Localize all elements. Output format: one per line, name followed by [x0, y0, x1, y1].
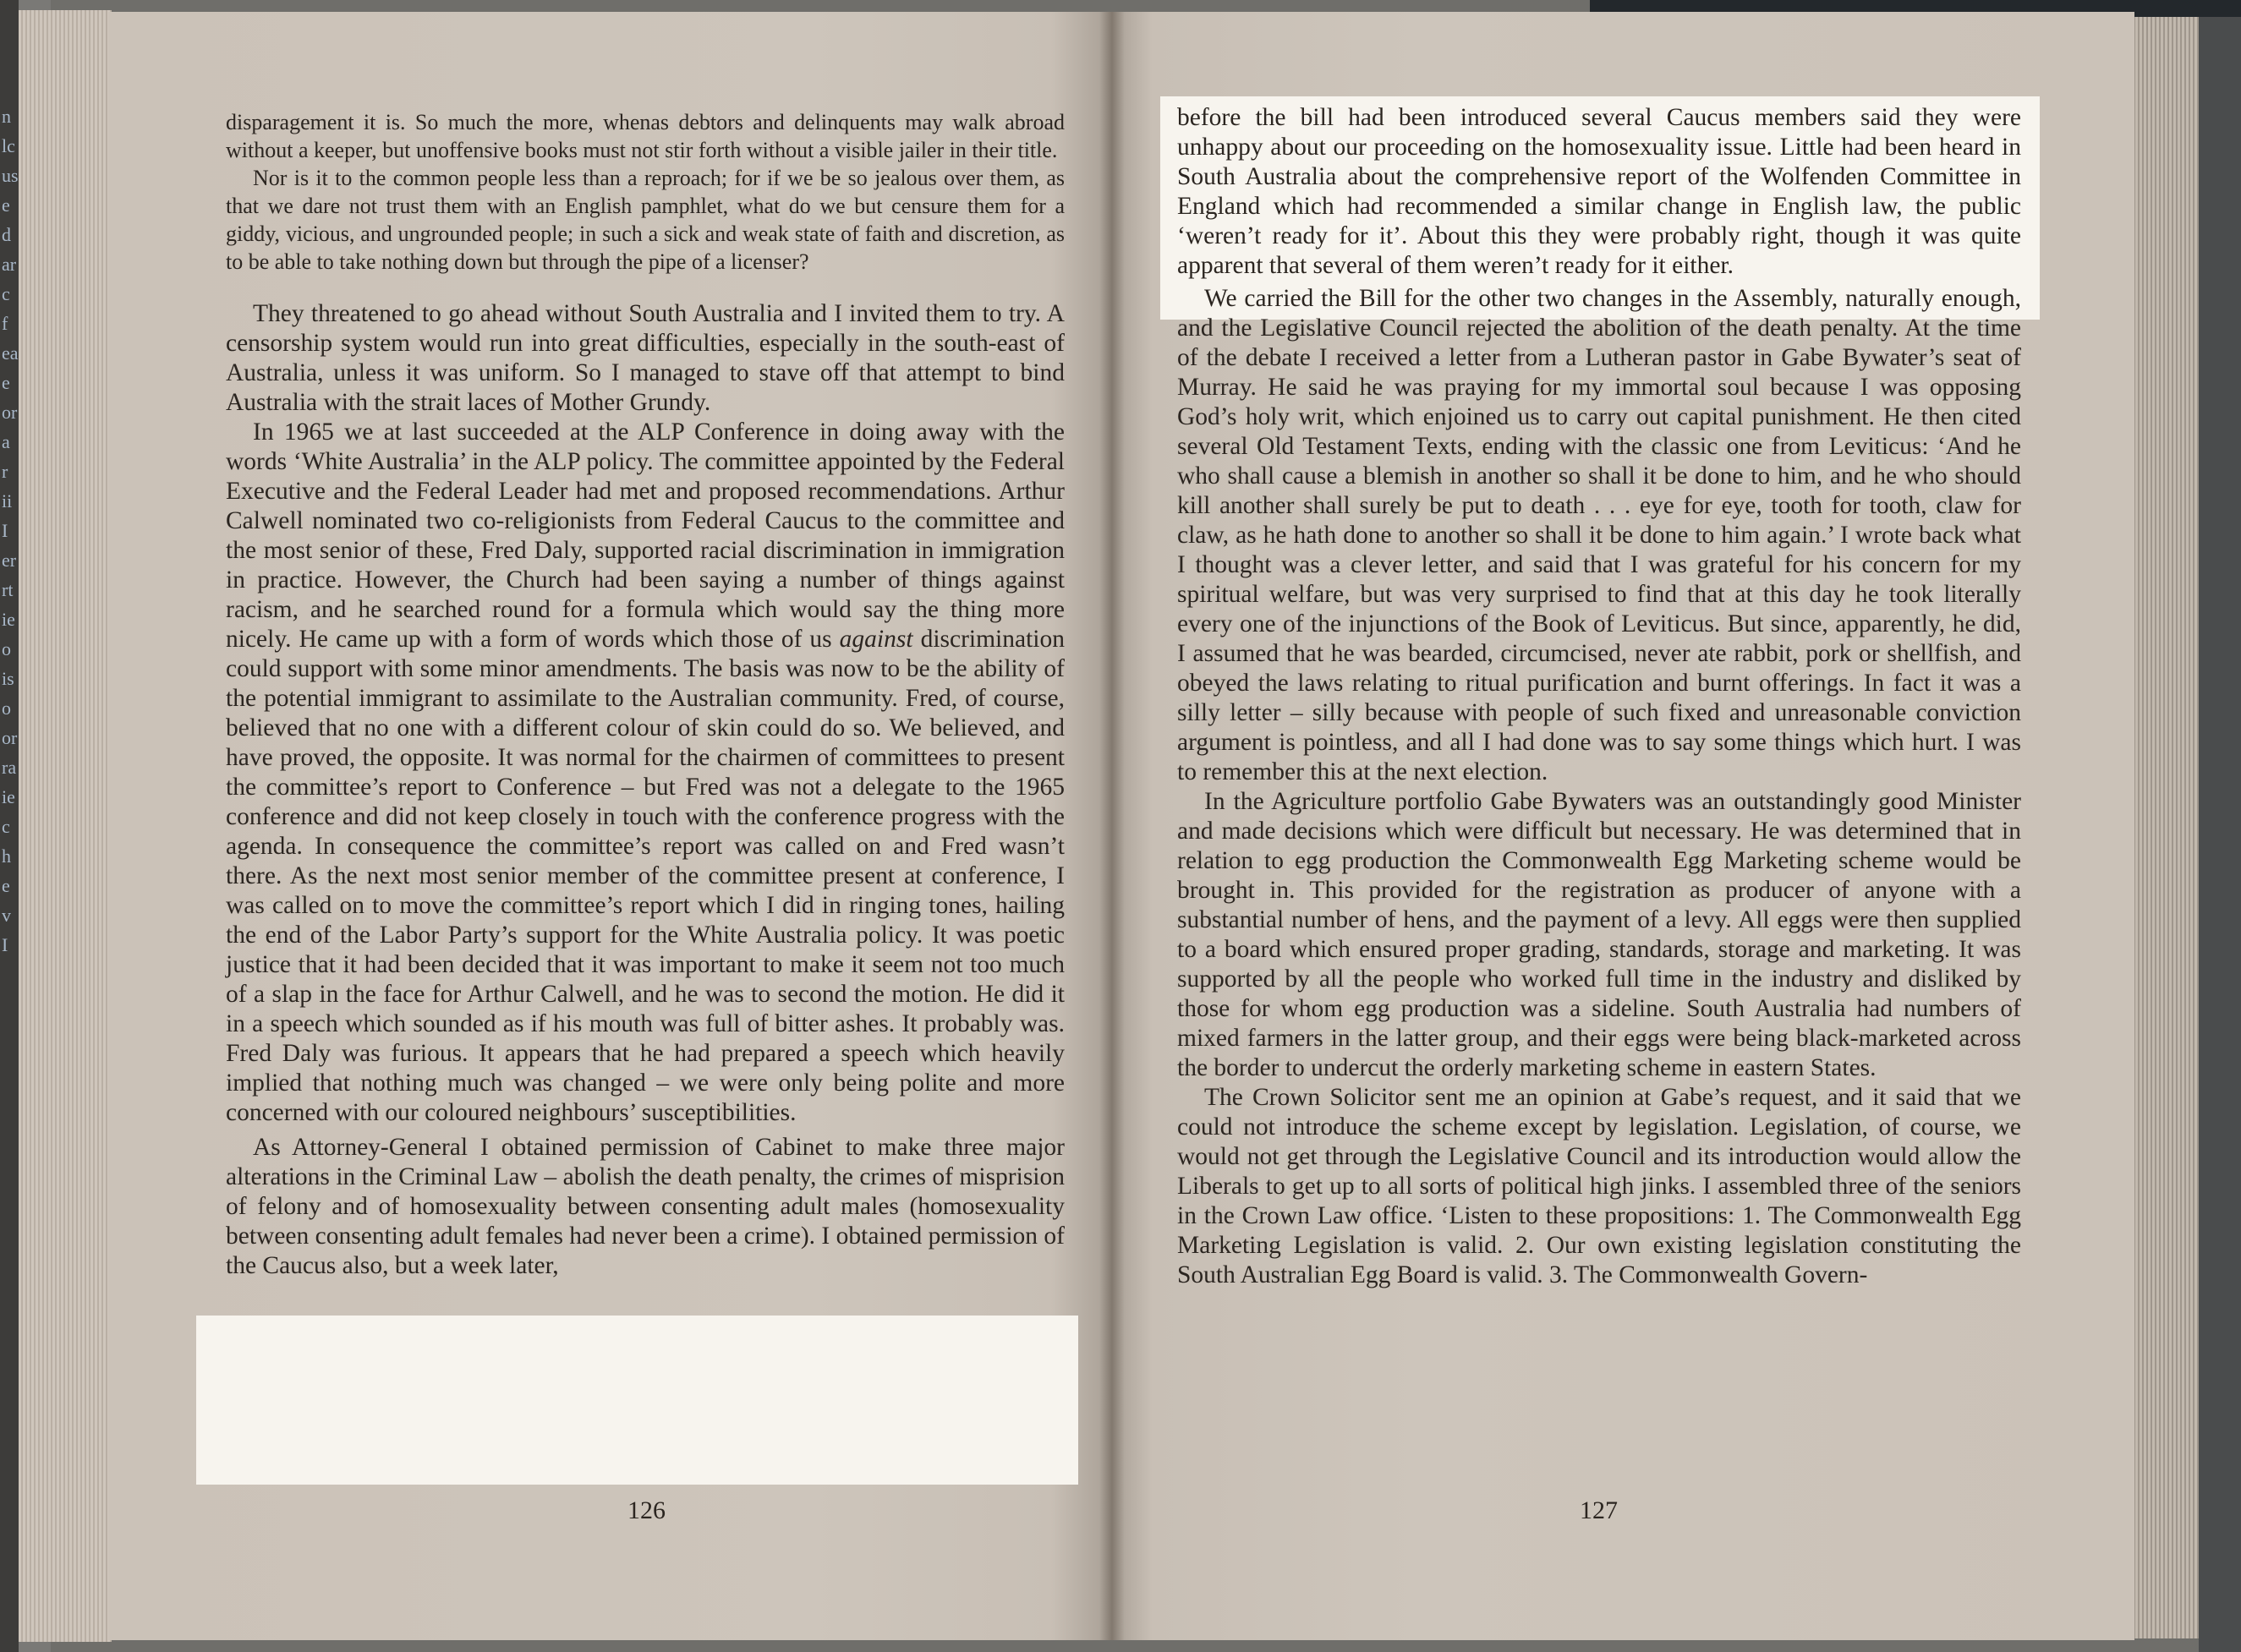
edge-glyph: ie — [2, 786, 15, 807]
edge-glyph: e — [2, 875, 10, 896]
paragraph: We carried the Bill for the other two changes in the Assembly, naturally enough, and the Legislative Council rejected the abolition of the death penalty. At the time of the debate I received a letter from a Lutheran pastor in Gabe Bywater’s seat of Murray. He said he was praying for my immortal soul because I was opposing God’s holy writ, which enjoined us to carry out capital punishment. He then cited several Old Testament Texts, ending with the classic one from Leviticus: ‘And he who shall cause a blemish in another so shall it be done to him, and he who should kill another shall surely be put to death . . . eye for eye, tooth for tooth, claw for claw, as he hath done to another so shall it be done to him again.’ I wrote back what I thought was a clever letter, and said that I was grateful for his concern for my spiritual welfare, but was very surprised to find that at this day he took literally every one of the injunctions of the Book of Leviticus. But since, apparently, he did, I assumed that he was bearded, circumcised, never ate rabbit, pork or shellfish, and obeyed the laws relating to ritual purification and burnt offerings. In fact it was a silly letter – silly because with people of such fixed and unreasonable conviction argument is pointless, and all I had done was to say some things which hurt. I was to remember this at the next election. — [1177, 285, 2021, 785]
edge-glyph: c — [2, 283, 10, 304]
paragraph-text: In 1965 we at last succeeded at the ALP Conference in doing away with the words ‘White Australia’ in the ALP policy. The committee appointed by the Federal Executive and the Federal Leader had met and proposed recommendations. Arthur Calwell nominated two co-religionists from Federal Caucus to the committee and the most senior of these, Fred Daly, supported racial discrimination in immigration in practice. However, the Church had been saying a number of things against racism, and he searched round for a formula which would say the thing more nicely. He came up with a form of words which those of us — [226, 418, 1065, 653]
paragraph — [226, 418, 1065, 1128]
edge-glyph: n — [2, 106, 11, 127]
edge-glyph: lc — [2, 135, 15, 156]
right-cover — [2199, 0, 2241, 1652]
quote-paragraph: disparagement it is. So much the more, whenas debtors and delinquents may walk abroad without a keeper, but unoffensive books must not stir forth without a visible jailer in their title. — [226, 110, 1065, 162]
edge-glyph: ie — [2, 609, 15, 630]
left-page-stack — [19, 10, 112, 1642]
paragraph: In the Agriculture portfolio Gabe Bywaters was an outstandingly good Minister and made decisions which were difficult but necessary. He was determined that in relation to egg production the Commonwealth Egg Marketing scheme would be brought in. This provided for the registration as producer of anyone with a substantial number of hens, and the payment of a levy. All eggs were then supplied to a board which ensured proper grading, standards, storage and marketing. It was supported by all the people who worked full time in the industry and disliked by those for whom egg production was a sideline. South Australia had numbers of mixed farmers in the latter group, and their eggs were being black-marketed across the border to undercut the orderly marketing scheme in eastern States. — [1177, 788, 2021, 1081]
edge-glyph: ii — [2, 490, 13, 511]
edge-glyph: c — [2, 816, 10, 837]
paragraph-text: discrimination could support with some minor amendments. The basis was now to be the ability of the potential immigrant to assimilate to the Australian community. Fred, of course, believed that no one with a different colour of skin could do so. We believed, and have proved, the opposite. It was normal for the chairmen of committees to present the committee’s report to Conference – but Fred was not a delegate to the 1965 conference and did not keep closely in touch with the conference progress with the agenda. In consequence the committee’s report was called on and Fred wasn’t there. As the next most senior member of the committee present at conference, I was called on to move the committee’s report which I did in ringing tones, hailing the end of the Labor Party’s support for the White Australia policy. It was poetic justice that it had been decided that it was important to make it seem not too much of a slap in the face for Arthur Calwell, and he was to second the motion. He did it in a speech which sounded as if his mouth was full of bitter ashes. It probably was. Fred Daly was furious. It appears that he had prepared a speech which heavily implied that nothing much was changed – we were only being polite and more concerned with our coloured neighbours’ susceptibilities. — [226, 626, 1065, 1126]
edge-glyph: us — [2, 165, 19, 186]
edge-glyph: I — [2, 520, 8, 541]
paragraph: As Attorney-General I obtained permission of Cabinet to make three major alterations in the Criminal Law – abolish the death penalty, the crimes of misprision of felony and of homosexuality between consenting adult males (homosexuality between consenting adult females had never been a crime). I obtained permission of the Caucus also, but a week later, — [226, 1134, 1065, 1279]
edge-glyph: d — [2, 224, 11, 245]
edge-glyph: a — [2, 431, 10, 452]
emphasized-word: against — [839, 626, 913, 653]
paragraph: before the bill had been introduced several Caucus members said they were unhappy about our proceeding on the homosexuality issue. Little had been heard in South Australia about the comprehensive report of the Wolfenden Committee in England which had recommended a similar change in English law, the public ‘weren’t ready for it’. About this they were probably right, though it was quite apparent that several of them weren’t ready for it either. — [1177, 104, 2021, 279]
edge-glyph: e — [2, 194, 10, 216]
edge-glyph: v — [2, 905, 11, 926]
book-gutter — [1099, 12, 1125, 1640]
edge-glyph: r — [2, 461, 8, 482]
page-number-left: 126 — [627, 1496, 666, 1524]
adjacent-page-edge-text — [0, 0, 19, 1652]
edge-glyph: h — [2, 845, 11, 867]
quote-paragraph: Nor is it to the common people less than a reproach; for if we be so jealous over them, as that we dare not trust them with an English pamphlet, what do we but censure them for a giddy, vicious, and ungrounded people; in such a sick and weak state of faith and discretion, as to be able to take nothing down but through the pipe of a licenser? — [226, 166, 1065, 274]
edge-glyph: or — [2, 727, 18, 748]
edge-glyph: er — [2, 550, 17, 571]
left-text-column — [226, 108, 1065, 1281]
edge-glyph: ar — [2, 254, 17, 275]
edge-glyph: is — [2, 668, 14, 689]
edge-glyph: e — [2, 372, 10, 393]
edge-glyph: o — [2, 638, 11, 659]
edge-glyph: I — [2, 934, 8, 955]
page-number-right: 127 — [1580, 1496, 1618, 1524]
edge-glyph: or — [2, 402, 18, 423]
right-text-column — [1177, 103, 2021, 1290]
highlight-left — [196, 1316, 1078, 1485]
edge-glyph: ra — [2, 757, 17, 778]
edge-glyph: f — [2, 313, 8, 334]
edge-glyph: o — [2, 697, 11, 719]
edge-glyph: ea — [2, 342, 19, 364]
paragraph: The Crown Solicitor sent me an opinion at Gabe’s request, and it said that we could not introduce the scheme except by legislation. Legislation, of course, we would not get through the Legislative Council and its introduction would allow the Liberals to get up to all sorts of political high jinks. I assembled three of the seniors in the Crown Law office. ‘Listen to these propositions: 1. The Commonwealth Egg Marketing Legislation is valid. 2. Our own existing legislation constituting the South Australian Egg Board is valid. 3. The Commonwealth Govern- — [1177, 1084, 2021, 1288]
edge-glyph: rt — [2, 579, 14, 600]
paragraph: They threatened to go ahead without South Australia and I invited them to try. A censorship system would run into great difficulties, especially in the south-east of Australia, unless it was uniform. So I managed to stave off that attempt to bind Australia with the strait laces of Mother Grundy. — [226, 300, 1065, 416]
